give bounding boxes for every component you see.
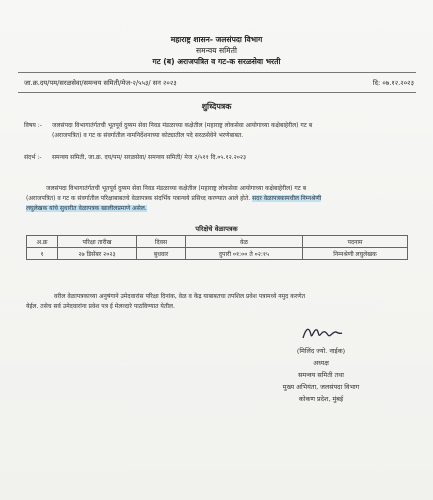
signatory-role-2: समन्वय समिती तथा	[298, 371, 344, 379]
cell-time: दुपारी ०१:०० ते ०२:१५	[186, 248, 303, 260]
cell-serial: १	[27, 248, 58, 260]
col-post: पदनाम	[303, 236, 408, 248]
reference-text: समन्वय समिती, जा.क्र. दय/पम/ सरळसेवा/ समन्वय समिती/ मेज २/५११ दि.०५.१२.२०२३	[52, 154, 247, 161]
reference-row	[24, 78, 414, 87]
signatory-role-3: मुख्य अभियंता, जलसंपदा विभाग	[282, 383, 360, 391]
subject-line-2: (अराजपत्रित) व गट क संवर्गातील नामनिर्देशनाच्या कोट्यातील पदे सरळसेवेने भरणेबाबत.	[52, 132, 244, 139]
reference-number: जा.क्र.दय/पम/सरळसेवा/समन्वय समिती/मेज-२/५५३/ सन २०२३	[24, 79, 177, 87]
closing-line-2: येईल. तसेच सर्व उमेदवारांना प्रवेश पत्र ई मेलव्दारे पाठविण्यात येतील.	[26, 303, 175, 310]
col-day: दिवस	[137, 236, 186, 248]
col-serial: अ.क्र	[27, 236, 58, 248]
header-divider	[18, 72, 416, 73]
reference-divider	[18, 92, 416, 93]
cell-date: २७ डिसेंबर २०२३	[58, 248, 137, 260]
col-date: परिक्षा तारीख	[58, 236, 137, 248]
signatory-role-4: कोकण प्रदेश, मुंबई	[298, 395, 344, 403]
letterhead	[0, 34, 433, 67]
body-line-1: जलसंपदा विभागातंर्गतची भूतपूर्व दुय्यम सेवा निवड मंडळाच्या कक्षेतील (महाराष्ट्र लोकसेवा आयोगाच्या कक्षेबाहेरील) गट ब	[46, 185, 307, 192]
body-line-2	[26, 194, 416, 204]
signatory-role-1: अध्यक्ष	[313, 359, 329, 367]
signature-block	[236, 345, 406, 405]
body-highlight-2: लघुलेखक यांचे सुधारीत वेळापत्रक खालीलप्रमाणे असेल.	[26, 205, 147, 212]
body-paragraph	[26, 184, 416, 214]
reference-label: संदर्भ :-	[24, 154, 42, 161]
closing-paragraph	[26, 292, 418, 312]
cell-post: निम्नश्रेणी लघुलेखक	[303, 248, 408, 260]
reference-date: दि: ०७.१२.२०२३	[372, 79, 414, 87]
schedule-title: परिक्षेचे वेळापत्रक	[195, 225, 238, 233]
cell-day: बुधवार	[137, 248, 186, 260]
col-time: वेळ	[186, 236, 303, 248]
subject-line-1: जलसंपदा विभागातंर्गतची भूतपूर्व दुय्यम सेवा निवड मंडळाच्या कक्षेतील (महाराष्ट्र लोकसेवा आयोगाच्या कक्षेबाहेरील) गट ब	[52, 122, 313, 129]
schedule-table	[26, 235, 408, 260]
closing-line-1: वरील वेळापत्रकाच्या अनुषंगाने उमेदवारांस परिक्षा दिनांक, वेळ व केंद्र याबाबतचा तपशिल प्रवेश पत्रामध्ये नमुद करणेत	[54, 293, 306, 300]
body-line-3	[26, 204, 416, 214]
letterhead-recruitment: गट (ब) अराजपत्रित व गट-क सरळसेवा भरती	[152, 57, 281, 66]
subject-label: विषय :-	[24, 122, 42, 129]
letterhead-committee: समन्वय समिती	[196, 46, 237, 55]
letterhead-department: महाराष्ट्र शासन- जलसंपदा विभाग	[170, 35, 263, 44]
document-title: शुध्दिपत्रक	[201, 102, 232, 111]
body-line-2-text: (अराजपत्रित) व गट क संवर्गातील परिक्षाबाबतचे वेळापत्रक संदर्भिय पत्रान्वये प्रसिध्द करण्यात आले होते.	[26, 195, 251, 202]
body-highlight-1: सदर वेळापत्रकामधील निम्नश्रेणी	[252, 195, 322, 202]
schedule-header-row	[27, 236, 408, 248]
signatory-name: (मिलिंद ज्यो. नाईक)	[296, 347, 346, 355]
table-row	[27, 248, 408, 260]
subject-text	[52, 121, 414, 141]
signature-icon	[300, 322, 344, 344]
